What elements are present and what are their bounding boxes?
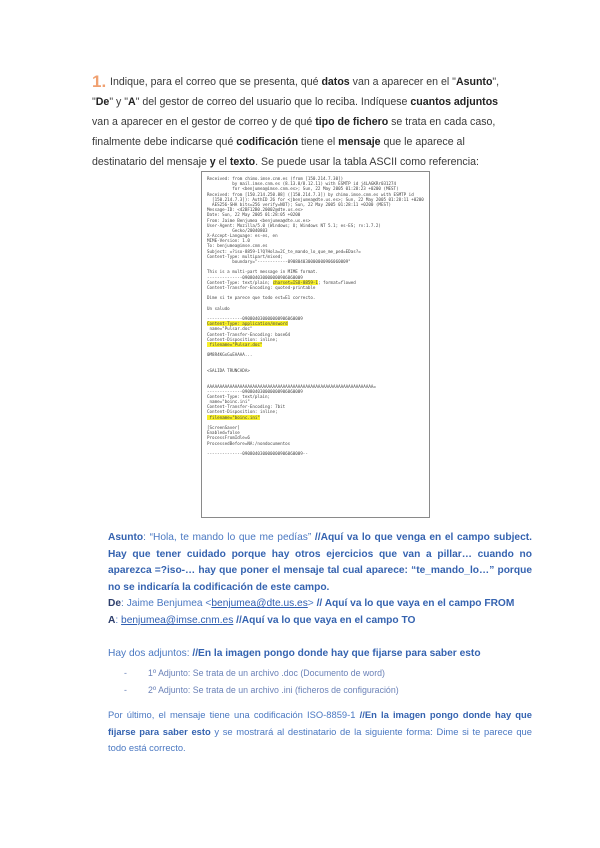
asunto-label: Asunto xyxy=(108,532,144,543)
email-highlight: charset=ISO-8859-1 xyxy=(272,279,318,285)
question-text-run: " xyxy=(92,96,96,108)
list-item xyxy=(108,665,532,682)
email-line-text: Date: Sun, 22 May 2005 01:28:05 +0200 xyxy=(207,212,301,218)
email-line-text: --------------090804030000000906060009 xyxy=(207,316,303,322)
email-line-text: From: Jaime Benjumea <benjumea@dte.us.es> xyxy=(207,217,311,223)
email-line-text: This is a multi-part message in MIME format. xyxy=(207,269,318,275)
list-item-text: 2º Adjunto: Se trata de un archivo .ini (ficheros de configuración) xyxy=(148,685,399,695)
email-line-text: --------------090804030000000906060009 xyxy=(207,388,303,394)
adjuntos-note: //En la imagen pongo donde hay que fijarse para saber esto xyxy=(192,648,481,659)
email-source-screenshot xyxy=(201,171,430,518)
question-bold-term: cuantos adjuntos xyxy=(410,96,499,108)
question-text-run: destinatario del mensaje xyxy=(92,156,210,168)
adjuntos-intro-text: Hay dos adjuntos: xyxy=(108,648,193,659)
question-bold-term: De xyxy=(95,96,110,108)
email-line-rest: ; format=flowed xyxy=(317,279,356,285)
adjuntos-intro xyxy=(108,645,532,662)
question-bold-term: datos xyxy=(321,76,350,88)
question-bold-term: y xyxy=(209,156,216,168)
a-note: //Aquí va lo que vaya en el campo TO xyxy=(233,614,416,626)
de-value-pre: : Jaime Benjumea < xyxy=(121,598,212,610)
list-item xyxy=(108,682,532,699)
question-text-run: ", xyxy=(492,76,500,88)
question-text-run: Indique, para el correo que se presenta, qué xyxy=(110,76,322,88)
email-line-text: Subject: =?iso-8859-1?Q?Hola=2C_te_mando_lo_que_me_ped=EDas?= xyxy=(207,248,361,254)
email-line-text: Enabled=false xyxy=(207,430,240,436)
email-line-text: To: benjumea@imse.cnm.es xyxy=(207,243,268,249)
answers-block xyxy=(108,530,532,630)
email-line-text: MIME-Version: 1.0 xyxy=(207,238,250,244)
final-note: //En la imagen pongo donde hay que fijarse para saber esto xyxy=(108,709,532,737)
final-paragraph xyxy=(108,707,532,757)
email-highlight: filename="boinc.ini" xyxy=(207,414,260,420)
email-line-text: Received: from chimo.imse.cnm.es (from [150.214.7.30]) xyxy=(207,176,344,181)
asunto-value: : “Hola, te mando lo que me pedías” xyxy=(143,532,312,543)
email-line-text: X-Accept-Language: es-es, en xyxy=(207,233,278,239)
email-line-text: Content-Type: text/plain; xyxy=(207,279,273,285)
question-number: 1. xyxy=(92,72,107,91)
question-text-run: se trata en cada caso, xyxy=(388,116,496,128)
email-line-text: Content-Transfer-Encoding: base64 xyxy=(207,331,291,337)
question-bold-term: mensaje xyxy=(338,136,381,148)
question-bold-term: A xyxy=(128,96,136,108)
email-line-text: name="Pulsar.doc" xyxy=(207,326,253,332)
de-email-link[interactable]: benjumea@dte.us.es xyxy=(211,598,308,610)
email-line-text: for <benjumea@imse.cnm.es>; Sun, 22 May 2005 01:28:23 +0200 (MEST) xyxy=(207,186,399,192)
email-line-text: boundary="------------090804030000000906060009" xyxy=(207,259,351,264)
asunto-note: //Aquí va lo que venga en el campo subject. Hay que tener cuidado porque hay otros ejercicios que van a pillar… cuando no aparezca =?iso-… hay que poner el mensaje tal cual aparece: “te_mando_lo…” porque no se indicaría la codificación de este campo. xyxy=(108,532,532,593)
de-note: // Aquí va lo que vaya en el campo FROM xyxy=(313,598,515,610)
email-line-text: Content-Transfer-Encoding: quoted-printable xyxy=(207,284,316,290)
email-line-text: name="boinc.ini" xyxy=(207,399,250,405)
email-line-text: --------------090804030000000906060009 xyxy=(207,274,303,280)
de-value-post: > xyxy=(307,598,314,610)
question-line xyxy=(92,112,522,132)
question-text xyxy=(92,72,522,172)
adjuntos-list xyxy=(108,665,532,699)
question-text-run: " del gestor de correo del usuario que lo reciba. Indíquese xyxy=(135,96,411,108)
a-label: A xyxy=(108,614,116,626)
question-line xyxy=(92,132,522,152)
de-label: De xyxy=(108,598,122,610)
email-line-text: AES256-SHA bits=256 verify=NOT); Sun, 22 May 2005 01:28:11 +0200 (MEST) xyxy=(207,201,392,207)
question-line xyxy=(110,76,499,88)
answer-de xyxy=(108,596,532,613)
list-item-text: 1º Adjunto: Se trata de un archivo .doc (Documento de word) xyxy=(148,668,385,678)
email-line-text: Un saludo xyxy=(207,305,230,311)
question-text-run: " y " xyxy=(109,96,129,108)
final-block xyxy=(108,707,532,757)
a-email-link[interactable]: benjumea@imse.cnm.es xyxy=(121,614,234,626)
question-bold-term: texto xyxy=(229,156,256,168)
email-line-text: Content-Type: multipart/mixed; xyxy=(207,253,283,259)
final-text-2: y se mostrará al destinatario de la siguiente forma: Dime si te parece que todo está correcto. xyxy=(108,725,532,754)
email-line-text: Content-Disposition: inline; xyxy=(207,409,278,415)
email-line-text: Content-Type: text/plain; xyxy=(207,393,271,399)
email-line-text: User-Agent: Mozilla/5.0 (Windows; U; Windows NT 5.1; es-ES; rv:1.7.2) xyxy=(207,222,381,228)
email-line-text: Message-ID: <42BF12B0.20002@dte.us.es> xyxy=(207,207,303,213)
email-line-text: [ScreenSaver] xyxy=(207,425,240,430)
question-text-run: el xyxy=(215,156,230,168)
email-line-text: Dime si te parece que todo est=E1 correcto. xyxy=(207,295,316,301)
email-line-text: 0M8R4KGxGuEAAAA... xyxy=(207,352,253,358)
question-bold-term: tipo de fichero xyxy=(315,116,389,128)
a-value-pre: : xyxy=(115,614,122,626)
adjuntos-block xyxy=(108,645,532,699)
list-dash: - xyxy=(124,685,127,695)
email-line-text: AAAAAAAAAAAAAAAAAAAAAAAAAAAAAAAAAAAAAAAAAAAAAAAAAAAAAAAAAAAAAAAAAA= xyxy=(207,383,376,389)
question-line xyxy=(92,152,522,172)
email-line-text: Received: from [150.214.250.88] ([150.214.7.3]) by chimo.imse.cnm.es with ESMTP id xyxy=(207,191,414,197)
answer-a xyxy=(108,613,532,630)
question-text-run: tiene el xyxy=(298,136,339,148)
answer-asunto xyxy=(108,530,532,596)
email-line-text: [150.214.7.3]): AuthID 26 for <jbenjumea@dte.us.es>; Sun, 22 May 2005 01:28:11 +0200 xyxy=(207,196,424,202)
list-dash: - xyxy=(124,668,127,678)
question-text-run: van a aparecer en el gestor de correo y de qué xyxy=(92,116,316,128)
question-bold-term: Asunto xyxy=(455,76,493,88)
email-line-text: Gecko/20040803 xyxy=(207,227,268,233)
email-line-text: <SALIDA TRUNCADA> xyxy=(207,367,250,373)
email-line-text: --------------090804030000000906060009-- xyxy=(207,450,308,456)
question-block xyxy=(92,72,522,172)
email-highlight: filename="Pulsar.doc" xyxy=(207,342,263,347)
question-text-run: van a aparecer en el " xyxy=(349,76,456,88)
question-bold-term: codificación xyxy=(236,136,299,148)
question-line xyxy=(92,92,522,112)
question-text-run: . Se puede usar la tabla ASCII como referencia: xyxy=(255,156,479,168)
email-line-text: by mail.imse.cnm.es (8.13.8/8.12.11) with ESMTP id j4LAGKRr031274 xyxy=(207,181,397,187)
question-text-run: que le aparece al xyxy=(380,136,465,148)
question-text-run: finalmente debe indicarse qué xyxy=(92,136,237,148)
email-line-text: ProcessFromIdle=6 xyxy=(207,435,250,441)
email-source-line xyxy=(207,451,424,456)
email-line-text: Content-Transfer-Encoding: 7bit xyxy=(207,404,286,410)
email-line-text: Content-Disposition: inline; xyxy=(207,336,278,342)
email-highlight: Content-Type: application/msword xyxy=(207,321,288,327)
final-text-1: Por último, el mensaje tiene una codificación ISO-8859-1 xyxy=(108,709,360,720)
email-line-text: ProcessedBefore=NA:/nondocumentos xyxy=(207,440,291,446)
